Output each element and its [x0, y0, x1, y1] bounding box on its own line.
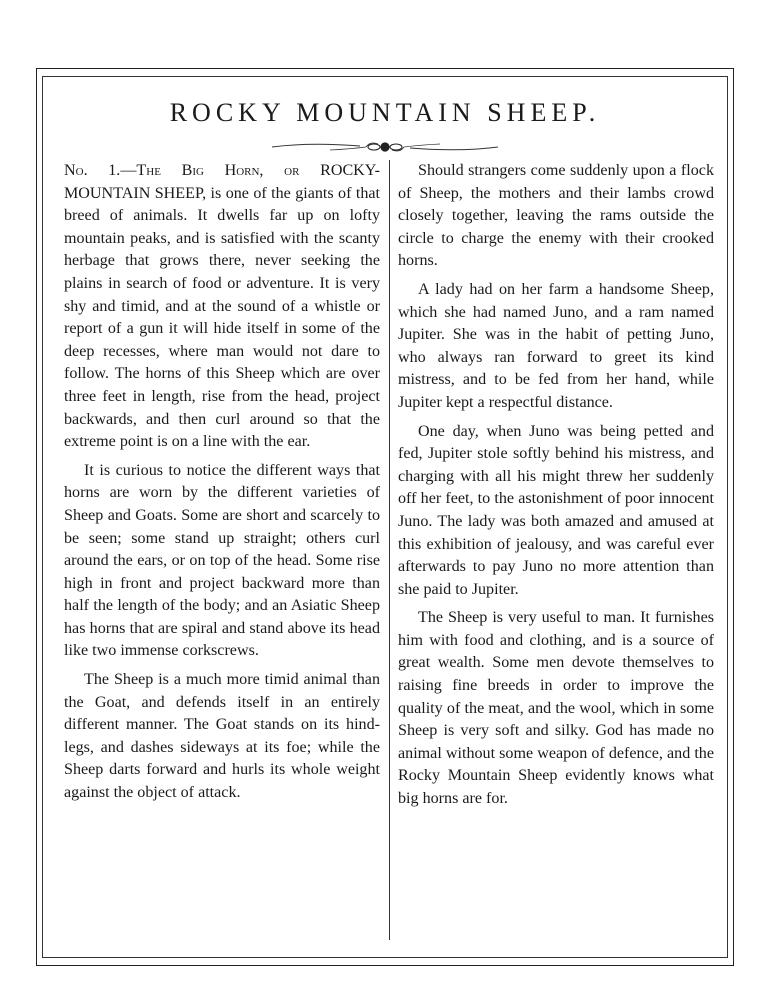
paragraph: It is curious to notice the different ways that horns are worn by the different varieties of Sheep and Goats. Some are short and scarcely to be seen; some stand up straight; others curl around the ears, or on top of the head. Some rise high in front and project backward more than half the length of the body; and an Asiatic Sheep has horns that are spiral and stand above its head like two immense corkscrews. [64, 461, 380, 660]
paragraph [64, 160, 380, 454]
page-title: ROCKY MOUNTAIN SHEEP. [169, 98, 601, 127]
right-column [398, 160, 714, 817]
title-ornament-icon [270, 138, 500, 156]
paragraph: A lady had on her farm a handsome Sheep, which she had named Juno, and a ram named Jupiter. She was in the habit of petting Juno, who always ran forward to greet its kind mistress, and to be fed from her hand, while Jupiter kept a respectful distance. [398, 280, 714, 411]
paragraph-lead: No. 1.—The Big Horn, or [64, 162, 300, 179]
left-column [64, 160, 380, 811]
paragraph: One day, when Juno was being petted and fed, Jupiter stole softly behind his mistress, and charging with all his might threw her suddenly off her feet, to the astonishment of poor innocent Juno. The lady was both amazed and amused at this exhibition of jealousy, and was careful ever afterwards to pay Juno no more attention than she paid to Jupiter. [398, 422, 714, 598]
paragraph: The Sheep is very useful to man. It furnishes him with food and clothing, and is a source of great wealth. Some men devote themselves to raising fine breeds in order to improve the quality of the meat, and the wool, which in some Sheep is very soft and silky. God has made no animal without some weapon of defence, and the Rocky Mountain Sheep evidently knows what big horns are for. [398, 609, 714, 808]
paragraph: Should strangers come suddenly upon a flock of Sheep, the mothers and their lambs crowd closely together, leaving the rams outside the circle to charge the enemy with their crooked horns. [398, 162, 714, 270]
paragraph-body: ROCKY-MOUNTAIN SHEEP, is one of the giants of that breed of animals. It dwells far up on lofty mountain peaks, and is satisfied with the scanty herbage that grows there, never seeking the plains in search of food or adventure. It is very shy and timid, and at the sound of a whistle or report of a gun it will hide itself in some of the deep recesses, where man would not dare to follow. The horns of this Sheep which are over three feet in length, rise from the head, project backwards, and then curl around so that the extreme point is on a line with the ear. [64, 162, 380, 451]
paragraph: The Sheep is a much more timid animal than the Goat, and defends itself in an entirely different manner. The Goat stands on its hind-legs, and dashes sideways at its foe; while the Sheep darts forward and hurls its whole weight against the object of attack. [64, 671, 380, 802]
column-divider [389, 160, 390, 940]
